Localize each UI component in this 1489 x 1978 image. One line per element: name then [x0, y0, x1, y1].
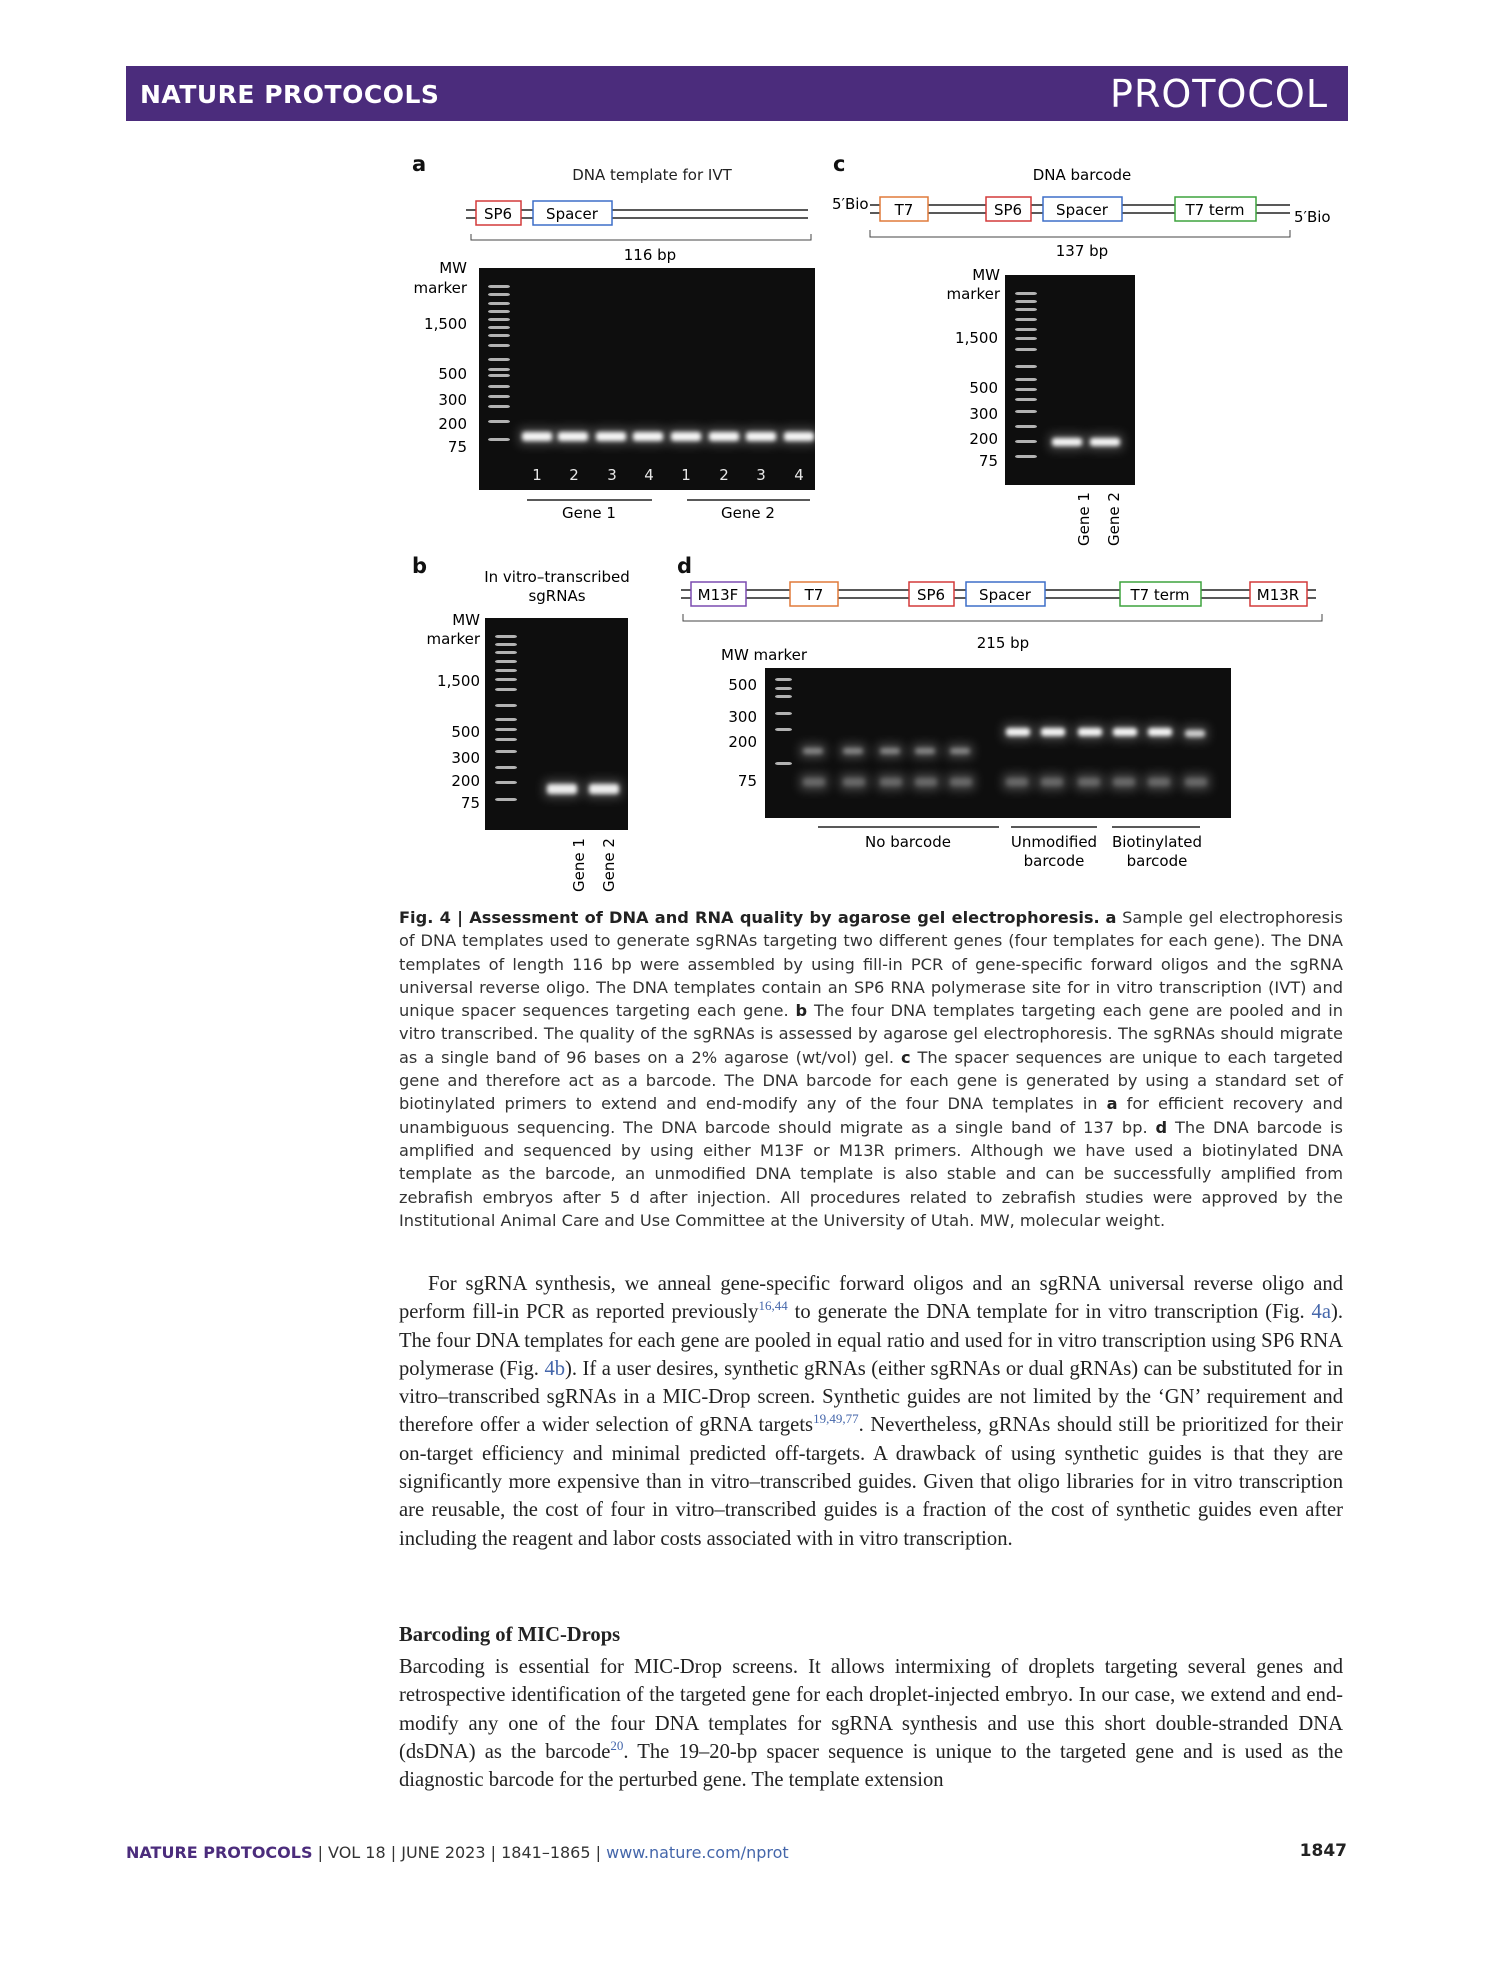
ladder-75: 75: [737, 772, 757, 790]
fig-link-4a[interactable]: 4a: [1311, 1301, 1331, 1324]
ladder-band: [1015, 398, 1037, 401]
gel-band: [1052, 438, 1082, 446]
gel-band: [1041, 778, 1063, 786]
ladder-200: 200: [451, 772, 480, 790]
caption-part-b: The four DNA templates targeting each gene are pooled and in vitro transcribed. The quality of the sgRNAs is assessed by agarose gel electrophoresis. The sgRNAs should migrate as a single band of 96 bases on a 2% agarose (wt/vol) gel.: [399, 1001, 1344, 1067]
ladder-band: [495, 738, 517, 741]
gel-image-d: [765, 668, 1231, 818]
gel-band: [1148, 728, 1172, 736]
ladder-labels: [728, 676, 757, 790]
group-biotinylated-line2: barcode: [1126, 852, 1188, 870]
t7-term-box-label: T7 term: [1185, 201, 1245, 219]
ladder-75: 75: [460, 794, 480, 812]
body-paragraph-2: [399, 1653, 1343, 1794]
ladder-300: 300: [969, 405, 998, 423]
ladder-500: 500: [451, 723, 480, 741]
mw-label-line1: MW: [452, 611, 480, 629]
lane-gene2: Gene 2: [600, 838, 618, 892]
ladder-band: [775, 762, 792, 765]
sp6-box-label: SP6: [993, 201, 1023, 219]
ladder-band: [488, 293, 510, 296]
ladder-200: 200: [969, 430, 998, 448]
group-unmodified-line1: Unmodified: [1010, 833, 1098, 851]
gel-band: [1185, 730, 1205, 737]
ladder-band: [1015, 348, 1037, 351]
ladder-band: [1015, 388, 1037, 391]
left-end-label: 5′Bio: [832, 195, 869, 213]
panel-b-title-line1: In vitro–transcribed: [484, 568, 630, 586]
ladder-band: [488, 374, 510, 377]
gel-band: [1090, 438, 1120, 446]
gel-band: [709, 432, 739, 441]
figure-caption: Fig. 4 | Assessment of DNA and RNA quality by agarose gel electrophoresis. a Sample gel electrophoresis of DNA templates used to generate sgRNAs targeting two different genes (four templates for each gene). The DNA templates of length 116 bp were assembled by using fill-in PCR of gene-specific forward oligos and the sgRNA universal reverse oligo. The DNA templates contain an SP6 RNA polymerase site for in vitro transcription (IVT) and unique spacer sequences targeting each gene. b The four DNA templates targeting each gene are pooled and in vitro transcribed. The quality of the sgRNAs is assessed by agarose gel electrophoresis. The sgRNAs should migrate as a single band of 96 bases on a 2% agarose (wt/vol) gel. c The spacer sequences are unique to each targeted gene and therefore act as a barcode. The DNA barcode for each gene is generated by using a standard set of biotinylated primers to extend and end-modify any of the four DNA templates in a for efficient recovery and unambiguous sequencing. The DNA barcode should migrate as a single band of 137 bp. d The DNA barcode is amplified and sequenced by using either M13F or M13R primers. Although we have used a biotinylated DNA template as the barcode, an unmodified DNA template is also stable and can be successfully amplified from zebrafish embryos after 5 d after injection. All procedures related to zebrafish studies were approved by the Institutional Animal Care and Use Committee at the University of Utah. MW, molecular weight.: [399, 908, 1344, 1230]
mw-label-line2: marker: [946, 285, 1000, 303]
ladder-band: [775, 728, 792, 731]
panel-b-title-line2: sgRNAs: [528, 587, 586, 605]
fig-link-4b[interactable]: 4b: [544, 1357, 566, 1380]
ladder-band: [1015, 365, 1037, 368]
ladder-band: [495, 718, 517, 721]
m13f-box-label: M13F: [697, 586, 739, 604]
ladder-500: 500: [728, 676, 757, 694]
gel-band: [843, 748, 863, 754]
ladder-band: [1015, 425, 1037, 428]
panel-c-length: 137 bp: [1055, 242, 1109, 260]
spacer-box-label: Spacer: [546, 205, 598, 223]
text: to generate the DNA template for in vitro transcription (Fig.: [787, 1301, 1312, 1324]
mw-label-line1: MW: [972, 266, 1000, 284]
ladder-band: [488, 326, 510, 329]
spacer-box-label: Spacer: [979, 586, 1031, 604]
journal-name: NATURE PROTOCOLS: [140, 80, 440, 109]
group-gene2: Gene 2: [721, 504, 775, 522]
gel-image-a: [479, 268, 815, 490]
gel-band: [1148, 778, 1170, 786]
gel-band: [915, 778, 937, 786]
ladder-band: [495, 766, 517, 769]
ladder-500: 500: [969, 379, 998, 397]
ladder-500: 500: [438, 365, 467, 383]
text: ). The four DNA templates for each gene are pooled in equal ratio and used for in vitro transcription using SP6 RNA polymerase (Fig.: [399, 1301, 1343, 1380]
text: . Nevertheless, gRNAs should still be prioritized for their on-target efficiency and minimal predicted off-targets. A drawback of using synthetic guides is that they are significantly more expensive than in vitro–transcribed guides. Given that oligo libraries for in vitro transcription are reusable, the cost of four in vitro–transcribed guides is a fraction of the cost of synthetic guides even after including the reagent and labor costs associated with in vitro transcription.: [399, 1414, 1344, 1550]
gel-band: [633, 432, 663, 441]
panel-c-label: c: [833, 152, 846, 176]
ladder-band: [488, 302, 510, 305]
sp6-box-label: SP6: [483, 205, 513, 223]
ladder-band: [488, 438, 510, 441]
text: ). If a user desires, synthetic gRNAs (either sgRNAs or dual gRNAs) can be substituted for in vitro–transcribed sgRNAs in a MIC-Drop screen. Synthetic guides are not limited by the ‘GN’ requirement and therefore offer a wider selection of gRNA targets: [399, 1357, 1343, 1437]
ladder-band: [1015, 300, 1037, 303]
ladder-band: [488, 420, 510, 423]
ladder-1500: 1,500: [955, 329, 998, 347]
gel-band: [746, 432, 776, 441]
lane-4: 4: [644, 466, 654, 484]
footer-meta: | VOL 18 | JUNE 2023 | 1841–1865 |: [312, 1843, 607, 1862]
ladder-75: 75: [447, 438, 467, 456]
gel-band: [1185, 778, 1207, 786]
gel-band: [1006, 778, 1028, 786]
ladder-band: [488, 318, 510, 321]
panel-a-label: a: [412, 152, 427, 176]
body-paragraph-1: [399, 1270, 1343, 1553]
lane-5: 1: [681, 466, 691, 484]
lane-7: 3: [756, 466, 766, 484]
ladder-1500: 1,500: [424, 315, 467, 333]
text: For sgRNA synthesis, we anneal gene-specific forward oligos and an sgRNA universal reverse oligo and perform fill-in PCR as reported previously: [399, 1273, 1343, 1324]
sp6-box-label: SP6: [916, 586, 946, 604]
group-biotinylated-line1: Biotinylated: [1111, 833, 1203, 851]
citation[interactable]: 19,49,77: [813, 1411, 859, 1427]
footer-journal: NATURE PROTOCOLS: [126, 1843, 313, 1862]
mw-label-line2: marker: [413, 279, 467, 297]
ladder-labels: [955, 329, 998, 470]
ladder-band: [488, 405, 510, 408]
gel-band: [803, 748, 823, 754]
ladder-band: [495, 643, 517, 646]
ladder-band: [1015, 328, 1037, 331]
group-no-barcode: No barcode: [865, 833, 951, 851]
lane-6: 2: [719, 466, 729, 484]
ladder-band: [488, 395, 510, 398]
t7-box-label: T7: [804, 586, 824, 604]
ladder-band: [495, 669, 517, 672]
ladder-labels: [424, 315, 467, 456]
ladder-band: [488, 285, 510, 288]
lane-2: 2: [569, 466, 579, 484]
lane-1: 1: [532, 466, 542, 484]
gel-band: [950, 748, 970, 754]
ladder-band: [775, 695, 792, 698]
group-gene1: Gene 1: [562, 504, 616, 522]
text: . The 19–20-bp spacer sequence is unique to the targeted gene and is used as the diagnostic barcode for the perturbed gene. The template extension: [399, 1740, 1343, 1792]
ladder-band: [495, 678, 517, 681]
ladder-band: [1015, 410, 1037, 413]
panel-a-title: DNA template for IVT: [572, 166, 732, 184]
caption-part-c2: for efficient recovery and unambiguous sequencing. The DNA barcode should migrate as a single band of 137 bp.: [399, 1094, 1343, 1137]
panel-a-length: 116 bp: [623, 246, 677, 264]
panel-b-label: b: [412, 554, 428, 578]
caption-title: Fig. 4 | Assessment of DNA and RNA quality by agarose gel electrophoresis.: [399, 908, 1100, 927]
gel-band: [671, 432, 701, 441]
gel-band: [558, 432, 588, 441]
page-footer: [126, 1843, 789, 1862]
ladder-band: [495, 750, 517, 753]
panel-d-length: 215 bp: [976, 634, 1030, 652]
ladder-200: 200: [728, 733, 757, 751]
article-type: PROTOCOL: [1110, 72, 1328, 116]
panel-d: [677, 554, 1322, 870]
citation[interactable]: 20: [610, 1738, 624, 1754]
spacer-box-label: Spacer: [1056, 201, 1108, 219]
gel-band: [589, 784, 619, 794]
ladder-band: [1015, 292, 1037, 295]
ladder-band: [775, 678, 792, 681]
ladder-band: [495, 781, 517, 784]
right-end-label: 5′Bio: [1294, 208, 1331, 226]
ladder-band: [495, 798, 517, 801]
ladder-300: 300: [451, 749, 480, 767]
ladder-300: 300: [438, 391, 467, 409]
ladder-300: 300: [728, 708, 757, 726]
lane-gene1: Gene 1: [1075, 492, 1093, 546]
ladder-1500: 1,500: [437, 672, 480, 690]
gel-band: [1113, 728, 1137, 736]
page-number: 1847: [1299, 1841, 1347, 1861]
gel-band: [950, 778, 972, 786]
gel-band: [915, 748, 935, 754]
mw-label: MW marker: [721, 646, 808, 664]
ladder-band: [1015, 318, 1037, 321]
caption-part-c1: The spacer sequences are unique to each targeted gene and therefore act as a barcode. The DNA barcode for each gene is generated by using a standard set of biotinylated primers to extend and end-modify any of the four DNA templates in: [399, 1047, 1343, 1114]
gel-band: [843, 778, 865, 786]
ladder-75: 75: [978, 452, 998, 470]
ladder-band: [495, 704, 517, 707]
panel-a: [412, 152, 817, 522]
lane-3: 3: [607, 466, 617, 484]
ladder-band: [495, 660, 517, 663]
lane-gene1: Gene 1: [570, 838, 588, 892]
citation[interactable]: 16,44: [758, 1298, 788, 1314]
mw-label-line2: marker: [426, 630, 480, 648]
ladder-band: [488, 385, 510, 388]
ladder-band: [495, 728, 517, 731]
ladder-band: [488, 344, 510, 347]
text: Barcoding is essential for MIC-Drop screens. It allows intermixing of droplets targeting several genes and retrospective identification of the targeted gene for each droplet-injected embryo. In our case, we extend and end-modify any one of the four DNA templates for sgRNA synthesis and use this short double-stranded DNA (dsDNA) as the barcode: [399, 1656, 1343, 1763]
panel-c: [832, 152, 1331, 546]
t7-term-box-label: T7 term: [1130, 586, 1190, 604]
panel-b: [412, 554, 630, 892]
ladder-band: [1015, 455, 1037, 458]
ladder-band: [495, 651, 517, 654]
ladder-band: [495, 688, 517, 691]
lane-8: 4: [794, 466, 804, 484]
panel-d-label: d: [677, 554, 693, 578]
ladder-band: [495, 635, 517, 638]
t7-box-label: T7: [894, 201, 914, 219]
gel-band: [596, 432, 626, 441]
ladder-band: [488, 310, 510, 313]
mw-label-line1: MW: [439, 259, 467, 277]
ladder-band: [1015, 378, 1037, 381]
ladder-band: [1015, 337, 1037, 340]
gel-band: [1006, 728, 1030, 736]
caption-part-d: The DNA barcode is amplified and sequenced by using either M13F or M13R primers. Although we have used a biotinylated DNA template as the barcode, an unmodified DNA template is also stable and can be successfully amplified from zebrafish embryos after 5 d after injection. All procedures related to zebrafish studies were approved by the Institutional Animal Care and Use Committee at the University of Utah. MW, molecular weight.: [399, 1117, 1343, 1230]
ladder-band: [775, 687, 792, 690]
gel-band: [880, 778, 902, 786]
ladder-200: 200: [438, 415, 467, 433]
gel-band: [803, 778, 825, 786]
gel-band: [1078, 778, 1100, 786]
panel-c-title: DNA barcode: [1032, 166, 1132, 184]
m13r-box-label: M13R: [1256, 586, 1300, 604]
gel-band: [784, 432, 814, 441]
gel-band: [880, 748, 900, 754]
section-heading: Barcoding of MIC-Drops: [399, 1624, 621, 1646]
group-unmodified-line2: barcode: [1023, 852, 1085, 870]
gel-band: [547, 784, 577, 794]
ladder-band: [488, 358, 510, 361]
ladder-band: [1015, 308, 1037, 311]
gel-band: [522, 432, 552, 441]
lane-gene2: Gene 2: [1105, 492, 1123, 546]
ladder-band: [488, 334, 510, 337]
ladder-band: [775, 712, 792, 715]
ladder-band: [488, 368, 510, 371]
caption-part-a: Sample gel electrophoresis of DNA templates used to generate sgRNAs targeting two different genes (four templates for each gene). The DNA templates of length 116 bp were assembled by using fill-in PCR of gene-specific forward oligos and the sgRNA universal reverse oligo. The DNA templates contain an SP6 RNA polymerase site for in vitro transcription (IVT) and unique spacer sequences targeting each gene.: [399, 908, 1343, 1021]
gel-band: [1113, 778, 1135, 786]
figure-4: [0, 0, 1489, 900]
ladder-labels: [437, 672, 480, 812]
ladder-band: [1015, 440, 1037, 443]
footer-url[interactable]: www.nature.com/nprot: [606, 1843, 789, 1862]
gel-band: [1078, 728, 1102, 736]
gel-band: [1041, 728, 1065, 736]
